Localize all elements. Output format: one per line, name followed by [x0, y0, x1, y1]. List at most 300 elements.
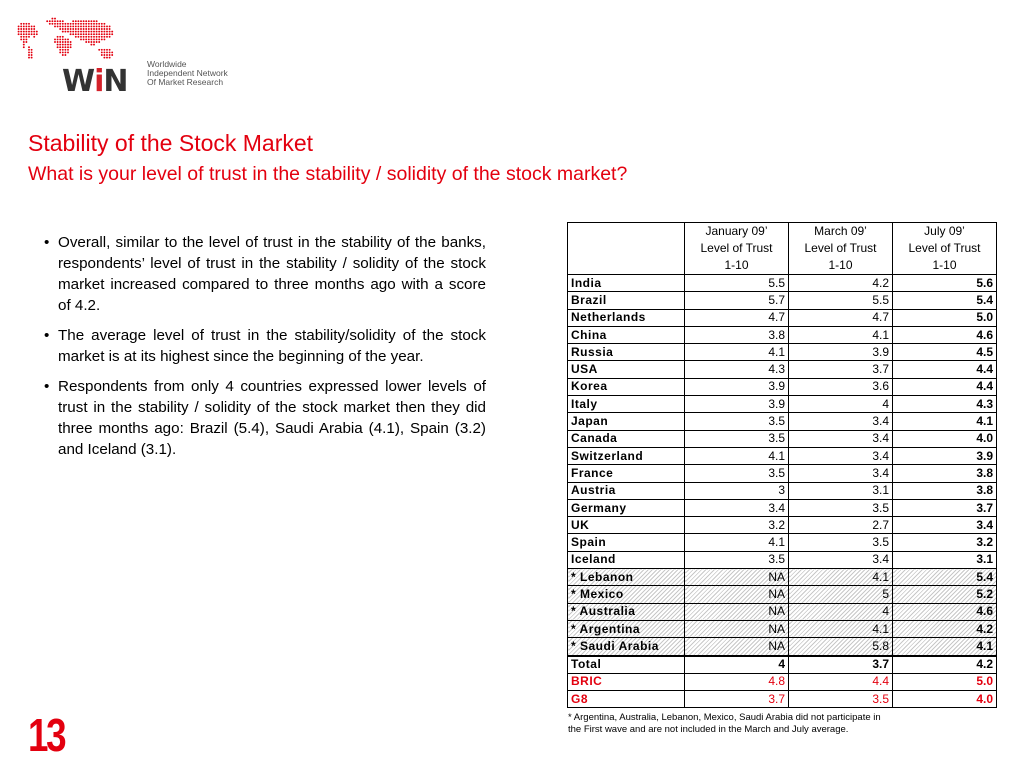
map-dot — [103, 25, 105, 27]
cell-country: Total — [568, 656, 685, 674]
cell-march: 3.9 — [789, 344, 893, 361]
map-dot — [77, 23, 79, 25]
map-dot — [57, 44, 59, 46]
cell-july: 3.1 — [893, 551, 997, 568]
table-row — [568, 603, 997, 620]
cell-march: 3.5 — [789, 499, 893, 516]
map-dot — [23, 38, 25, 40]
map-dot — [72, 28, 74, 30]
map-dot — [57, 25, 59, 27]
cell-january: 3.9 — [685, 396, 789, 413]
map-dot — [77, 33, 79, 35]
map-dot — [103, 33, 105, 35]
map-dot — [101, 33, 103, 35]
map-dot — [31, 57, 33, 59]
map-dot — [93, 25, 95, 27]
map-dot — [80, 31, 82, 33]
table-row — [568, 656, 997, 674]
cell-march: 3.1 — [789, 482, 893, 499]
map-dot — [80, 25, 82, 27]
table-row — [568, 361, 997, 378]
map-dot — [64, 51, 66, 53]
map-dot — [59, 44, 61, 46]
map-dot — [59, 36, 61, 38]
cell-july: 5.0 — [893, 673, 997, 690]
map-dot — [83, 23, 85, 25]
logo-tagline — [147, 60, 228, 87]
bullet-icon: • — [44, 234, 50, 251]
map-dot — [80, 36, 82, 38]
map-dot — [20, 38, 22, 40]
map-dot — [33, 31, 35, 33]
page-subtitle: What is your level of trust in the stability / solidity of the stock market? — [28, 163, 628, 185]
map-dot — [31, 54, 33, 56]
map-dot — [90, 33, 92, 35]
cell-country: Japan — [568, 413, 685, 430]
map-dot — [96, 33, 98, 35]
map-dot — [20, 31, 22, 33]
table-header-row — [568, 223, 997, 275]
map-dot — [88, 28, 90, 30]
map-dot — [25, 25, 27, 27]
cell-july: 5.4 — [893, 292, 997, 309]
map-dot — [90, 20, 92, 22]
cell-country: * Argentina — [568, 620, 685, 637]
map-dot — [20, 25, 22, 27]
cell-july: 3.2 — [893, 534, 997, 551]
map-dot — [59, 38, 61, 40]
table-row — [568, 309, 997, 326]
map-dot — [109, 36, 111, 38]
map-dot — [72, 23, 74, 25]
map-dot — [72, 20, 74, 22]
map-dot — [109, 25, 111, 27]
map-dot — [106, 33, 108, 35]
map-dot — [98, 23, 100, 25]
map-dot — [67, 49, 69, 51]
map-dot — [106, 57, 108, 59]
map-dot — [62, 36, 64, 38]
cell-july: 4.2 — [893, 656, 997, 674]
bullet-item — [44, 325, 486, 367]
map-dot — [62, 31, 64, 33]
map-dot — [23, 44, 25, 46]
map-dot — [85, 38, 87, 40]
map-dot — [62, 25, 64, 27]
cell-july: 5.4 — [893, 569, 997, 586]
map-dot — [90, 25, 92, 27]
map-dot — [93, 41, 95, 43]
map-dot — [23, 36, 25, 38]
map-dot — [59, 51, 61, 53]
header-line: January 09’ — [705, 224, 768, 238]
map-dot — [59, 28, 61, 30]
map-dot — [96, 28, 98, 30]
map-dot — [83, 33, 85, 35]
cell-july: 3.4 — [893, 517, 997, 534]
map-dot — [88, 41, 90, 43]
cell-country: * Australia — [568, 603, 685, 620]
map-dot — [31, 33, 33, 35]
cell-march: 4.2 — [789, 275, 893, 292]
map-dot — [62, 38, 64, 40]
logo-tagline-line3: Of Market Research — [147, 77, 224, 87]
map-dot — [18, 28, 20, 30]
table-row — [568, 517, 997, 534]
table-row — [568, 638, 997, 656]
cell-july: 4.3 — [893, 396, 997, 413]
map-dot — [93, 23, 95, 25]
map-dot — [98, 28, 100, 30]
map-dot — [31, 28, 33, 30]
map-dot — [109, 57, 111, 59]
map-dot — [57, 41, 59, 43]
map-dot — [64, 31, 66, 33]
map-dot — [111, 31, 113, 33]
map-dot — [83, 38, 85, 40]
map-dot — [98, 49, 100, 51]
map-dot — [28, 36, 30, 38]
cell-january: 3 — [685, 482, 789, 499]
map-dot — [28, 28, 30, 30]
map-dot — [57, 46, 59, 48]
cell-july: 4.6 — [893, 326, 997, 343]
table-row — [568, 586, 997, 603]
map-dot — [25, 28, 27, 30]
map-dot — [23, 46, 25, 48]
cell-march: 4 — [789, 603, 893, 620]
map-dot — [75, 33, 77, 35]
cell-country: Korea — [568, 378, 685, 395]
map-dot — [54, 25, 56, 27]
cell-march: 3.4 — [789, 413, 893, 430]
map-dot — [70, 33, 72, 35]
map-dot — [33, 25, 35, 27]
table-header-january — [685, 223, 789, 275]
cell-country: Spain — [568, 534, 685, 551]
map-dot — [80, 20, 82, 22]
map-dot — [64, 38, 66, 40]
map-dot — [70, 41, 72, 43]
map-dot — [64, 46, 66, 48]
table-row — [568, 569, 997, 586]
table-row — [568, 430, 997, 447]
map-dot — [101, 38, 103, 40]
cell-country: G8 — [568, 691, 685, 708]
map-dot — [59, 46, 61, 48]
map-dot — [90, 31, 92, 33]
cell-july: 4.4 — [893, 361, 997, 378]
map-dot — [62, 28, 64, 30]
map-dot — [98, 36, 100, 38]
cell-march: 5 — [789, 586, 893, 603]
table-body — [568, 275, 997, 708]
map-dot — [109, 28, 111, 30]
table-row — [568, 465, 997, 482]
map-dot — [67, 41, 69, 43]
map-dot — [20, 23, 22, 25]
map-dot — [106, 51, 108, 53]
map-dot — [67, 46, 69, 48]
table-row — [568, 620, 997, 637]
map-dot — [103, 57, 105, 59]
cell-january: 4.7 — [685, 309, 789, 326]
map-dot — [31, 25, 33, 27]
cell-march: 3.4 — [789, 447, 893, 464]
table-row — [568, 534, 997, 551]
cell-january: 4.1 — [685, 447, 789, 464]
cell-country: BRIC — [568, 673, 685, 690]
map-dot — [75, 36, 77, 38]
cell-january: 5.7 — [685, 292, 789, 309]
map-dot — [64, 25, 66, 27]
cell-country: Iceland — [568, 551, 685, 568]
map-dot — [67, 31, 69, 33]
map-dot — [101, 51, 103, 53]
bullet-text: Overall, similar to the level of trust in the stability of the banks, respondents’ level of trust in the stability / solidity of the stock market increased compared to three months ago with a score of 4.2. — [58, 234, 486, 314]
map-dot — [90, 41, 92, 43]
map-dot — [62, 54, 64, 56]
map-dot — [49, 20, 51, 22]
cell-july: 3.8 — [893, 482, 997, 499]
map-dot — [103, 31, 105, 33]
cell-january: 4.8 — [685, 673, 789, 690]
map-dot — [101, 25, 103, 27]
footnote-line: the First wave and are not included in the March and July average. — [568, 724, 849, 735]
cell-january: 4 — [685, 656, 789, 674]
map-dot — [106, 28, 108, 30]
logo-wordmark — [62, 64, 128, 99]
cell-march: 4.7 — [789, 309, 893, 326]
map-dot — [62, 41, 64, 43]
map-dot — [31, 49, 33, 51]
world-map-dots-icon — [14, 14, 149, 62]
map-dot — [70, 44, 72, 46]
map-dot — [109, 31, 111, 33]
map-dot — [85, 41, 87, 43]
map-dot — [67, 23, 69, 25]
map-dot — [33, 28, 35, 30]
table-header-july — [893, 223, 997, 275]
bullet-text: Respondents from only 4 countries expressed lower levels of trust in the stability / solidity of the stock market then they did three months ago: Brazil (5.4), Saudi Arabia (4.1), Spain (3.2) and Iceland (3.1). — [58, 378, 486, 458]
map-dot — [25, 38, 27, 40]
bullet-item — [44, 232, 486, 316]
cell-country: UK — [568, 517, 685, 534]
map-dot — [28, 23, 30, 25]
page-title: Stability of the Stock Market — [28, 130, 314, 156]
table-row — [568, 292, 997, 309]
table-row — [568, 482, 997, 499]
map-dot — [93, 33, 95, 35]
map-dot — [70, 31, 72, 33]
logo-tagline-line1: Worldwide — [147, 59, 187, 69]
map-dot — [75, 28, 77, 30]
map-dot — [28, 51, 30, 53]
cell-july: 3.9 — [893, 447, 997, 464]
header-line: 1-10 — [828, 258, 853, 272]
map-dot — [31, 51, 33, 53]
cell-march: 3.4 — [789, 551, 893, 568]
logo-tagline-line2: Independent Network — [147, 68, 228, 78]
map-dot — [75, 31, 77, 33]
map-dot — [31, 31, 33, 33]
footnote — [568, 712, 988, 736]
cell-country: * Lebanon — [568, 569, 685, 586]
map-dot — [23, 33, 25, 35]
map-dot — [93, 28, 95, 30]
map-dot — [67, 38, 69, 40]
cell-country: Italy — [568, 396, 685, 413]
cell-country: China — [568, 326, 685, 343]
table-header-march — [789, 223, 893, 275]
map-dot — [25, 23, 27, 25]
map-dot — [67, 51, 69, 53]
map-dot — [106, 49, 108, 51]
cell-march: 3.7 — [789, 361, 893, 378]
map-dot — [62, 44, 64, 46]
cell-march: 5.5 — [789, 292, 893, 309]
cell-country: Germany — [568, 499, 685, 516]
header-line: 1-10 — [724, 258, 749, 272]
cell-july: 3.8 — [893, 465, 997, 482]
map-dot — [90, 36, 92, 38]
map-dot — [96, 36, 98, 38]
map-dot — [90, 28, 92, 30]
map-dot — [77, 36, 79, 38]
map-dot — [25, 41, 27, 43]
map-dot — [23, 25, 25, 27]
cell-january: NA — [685, 569, 789, 586]
map-dot — [77, 25, 79, 27]
map-dot — [23, 28, 25, 30]
map-dot — [75, 25, 77, 27]
bullet-text: The average level of trust in the stability/solidity of the stock market is at its highest since the beginning of the year. — [58, 327, 486, 365]
map-dot — [28, 54, 30, 56]
map-dot — [62, 49, 64, 51]
cell-july: 5.0 — [893, 309, 997, 326]
cell-march: 3.5 — [789, 534, 893, 551]
cell-march: 3.4 — [789, 465, 893, 482]
cell-january: NA — [685, 620, 789, 637]
map-dot — [54, 23, 56, 25]
map-dot — [109, 49, 111, 51]
bullet-icon: • — [44, 378, 50, 395]
table-row — [568, 447, 997, 464]
cell-january: NA — [685, 603, 789, 620]
map-dot — [103, 36, 105, 38]
cell-january: 4.3 — [685, 361, 789, 378]
map-dot — [103, 28, 105, 30]
map-dot — [88, 20, 90, 22]
map-dot — [101, 23, 103, 25]
map-dot — [36, 31, 38, 33]
map-dot — [96, 41, 98, 43]
map-dot — [59, 23, 61, 25]
map-dot — [67, 25, 69, 27]
map-dot — [90, 44, 92, 46]
map-dot — [25, 31, 27, 33]
cell-country: Netherlands — [568, 309, 685, 326]
cell-january: 3.2 — [685, 517, 789, 534]
map-dot — [20, 36, 22, 38]
cell-country: Russia — [568, 344, 685, 361]
map-dot — [109, 54, 111, 56]
map-dot — [93, 44, 95, 46]
logo-letter-n: N — [103, 64, 128, 99]
map-dot — [33, 33, 35, 35]
map-dot — [64, 23, 66, 25]
map-dot — [59, 25, 61, 27]
map-dot — [106, 31, 108, 33]
map-dot — [80, 23, 82, 25]
cell-january: 3.5 — [685, 413, 789, 430]
map-dot — [101, 49, 103, 51]
map-dot — [88, 25, 90, 27]
map-dot — [72, 33, 74, 35]
map-dot — [83, 36, 85, 38]
map-dot — [59, 49, 61, 51]
logo-letter-w: W — [62, 64, 95, 99]
map-dot — [23, 41, 25, 43]
cell-march: 4.1 — [789, 326, 893, 343]
map-dot — [64, 49, 66, 51]
map-dot — [77, 28, 79, 30]
map-dot — [23, 31, 25, 33]
table-row — [568, 499, 997, 516]
cell-january: 4.1 — [685, 534, 789, 551]
map-dot — [36, 33, 38, 35]
map-dot — [70, 23, 72, 25]
map-dot — [88, 38, 90, 40]
map-dot — [98, 41, 100, 43]
table-header-country — [568, 223, 685, 275]
map-dot — [77, 20, 79, 22]
map-dot — [62, 23, 64, 25]
map-dot — [93, 31, 95, 33]
map-dot — [49, 23, 51, 25]
map-dot — [59, 20, 61, 22]
table-row — [568, 378, 997, 395]
logo-letter-i: i — [94, 64, 104, 99]
map-dot — [25, 36, 27, 38]
map-dot — [83, 31, 85, 33]
cell-march: 4.1 — [789, 569, 893, 586]
map-dot — [98, 38, 100, 40]
map-dot — [111, 33, 113, 35]
map-dot — [103, 54, 105, 56]
map-dot — [93, 36, 95, 38]
table-row — [568, 275, 997, 292]
table-row — [568, 344, 997, 361]
map-dot — [88, 23, 90, 25]
cell-march: 4.1 — [789, 620, 893, 637]
cell-january: NA — [685, 638, 789, 656]
cell-july: 4.6 — [893, 603, 997, 620]
table-row — [568, 551, 997, 568]
map-dot — [62, 51, 64, 53]
map-dot — [18, 33, 20, 35]
cell-january: 3.4 — [685, 499, 789, 516]
cell-july: 5.6 — [893, 275, 997, 292]
map-dot — [85, 31, 87, 33]
table-row — [568, 673, 997, 690]
cell-january: 3.9 — [685, 378, 789, 395]
map-dot — [101, 31, 103, 33]
cell-country: * Mexico — [568, 586, 685, 603]
map-dot — [54, 20, 56, 22]
map-dot — [75, 20, 77, 22]
map-dot — [25, 33, 27, 35]
